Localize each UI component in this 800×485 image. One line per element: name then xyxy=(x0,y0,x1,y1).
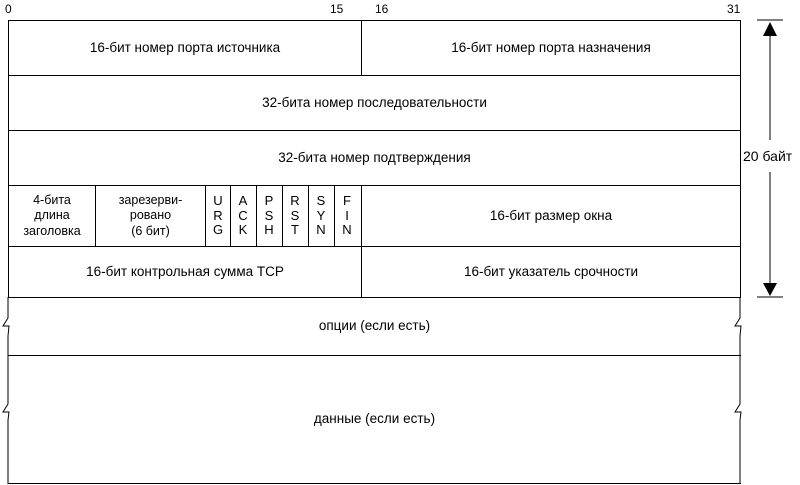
arrow-down-icon xyxy=(763,283,777,296)
flag-syn: S Y N xyxy=(316,193,326,238)
urgent-pointer-field: 16-бит указатель срочности xyxy=(463,263,639,279)
flag-psh: P S H xyxy=(264,193,274,238)
sequence-number-field: 32-бита номер последовательности xyxy=(262,94,487,110)
ack-number-field: 32-бита номер подтверждения xyxy=(278,149,471,165)
checksum-field: 16-бит контрольная сумма TCP xyxy=(86,263,284,279)
bit-label-15: 15 xyxy=(330,2,344,16)
options-field: опции (если есть) xyxy=(318,318,431,334)
source-port-field: 16-бит номер порта источника xyxy=(89,39,281,55)
header-size-label: 20 байт xyxy=(743,148,793,164)
flag-urg: U R G xyxy=(212,193,224,238)
dest-port-field: 16-бит номер порта назначения xyxy=(451,39,651,55)
flag-fin: F I N xyxy=(342,193,352,238)
header-length-field: 4-бита длина заголовка xyxy=(23,192,81,238)
data-field: данные (если есть) xyxy=(313,411,436,427)
window-size-field: 16-бит размер окна xyxy=(489,207,613,223)
bit-label-31: 31 xyxy=(727,2,741,16)
flag-rst: R S T xyxy=(290,193,300,238)
bit-label-0: 0 xyxy=(5,2,12,16)
flag-ack: A C K xyxy=(238,193,248,238)
reserved-field: зарезерви- ровано (6 бит) xyxy=(118,192,183,238)
bit-label-16: 16 xyxy=(375,2,389,16)
arrow-up-icon xyxy=(763,22,777,36)
